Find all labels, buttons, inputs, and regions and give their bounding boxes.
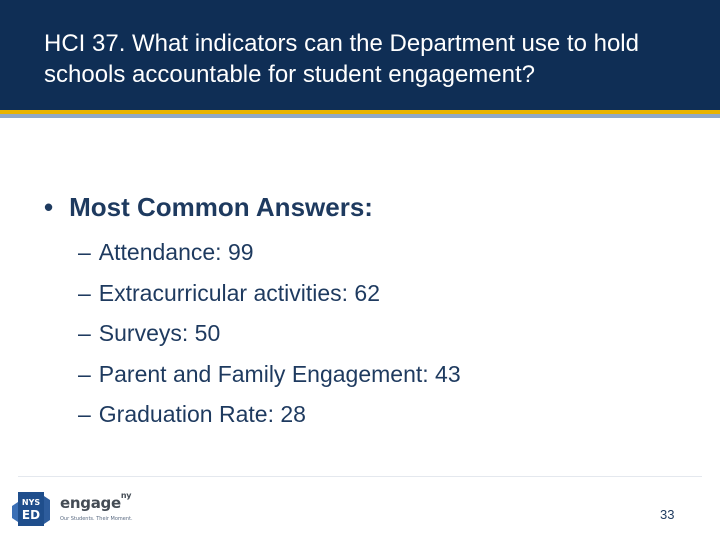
logo-tagline: Our Students. Their Moment.	[60, 516, 133, 522]
answers-list	[78, 232, 461, 435]
list-item-text: Parent and Family Engagement: 43	[98, 360, 461, 387]
slide-title: HCI 37. What indicators can the Department use to hold schools accountable for student engagement?	[44, 30, 639, 88]
nysed-logo-icon	[12, 492, 50, 528]
list-item-text: Graduation Rate: 28	[98, 401, 306, 427]
page-number: 33	[660, 507, 675, 522]
dash-marker: –	[78, 320, 91, 346]
list-item	[78, 394, 461, 435]
dash-marker: –	[78, 360, 91, 387]
list-item-text: Extracurricular activities: 62	[98, 279, 380, 306]
main-bullet-text: Most Common Answers:	[69, 192, 373, 222]
dash-marker: –	[78, 279, 91, 306]
main-bullet	[44, 192, 373, 223]
list-item	[78, 354, 461, 395]
engageny-logo	[12, 492, 142, 532]
list-item-text: Surveys: 50	[98, 320, 221, 346]
dash-marker: –	[78, 239, 91, 265]
nys-mark: NYS	[21, 498, 41, 507]
engageny-wordmark: engage$^{ny}$	[60, 491, 132, 512]
list-item	[78, 313, 461, 354]
list-item-text: Attendance: 99	[98, 239, 254, 265]
slide-header	[0, 0, 720, 110]
ed-mark: ED	[21, 508, 41, 522]
list-item	[78, 273, 461, 314]
dash-marker: –	[78, 401, 91, 427]
footer-divider	[18, 476, 702, 477]
header-blue-stripe	[0, 114, 720, 118]
bullet-marker: •	[44, 192, 54, 222]
list-item	[78, 232, 461, 273]
